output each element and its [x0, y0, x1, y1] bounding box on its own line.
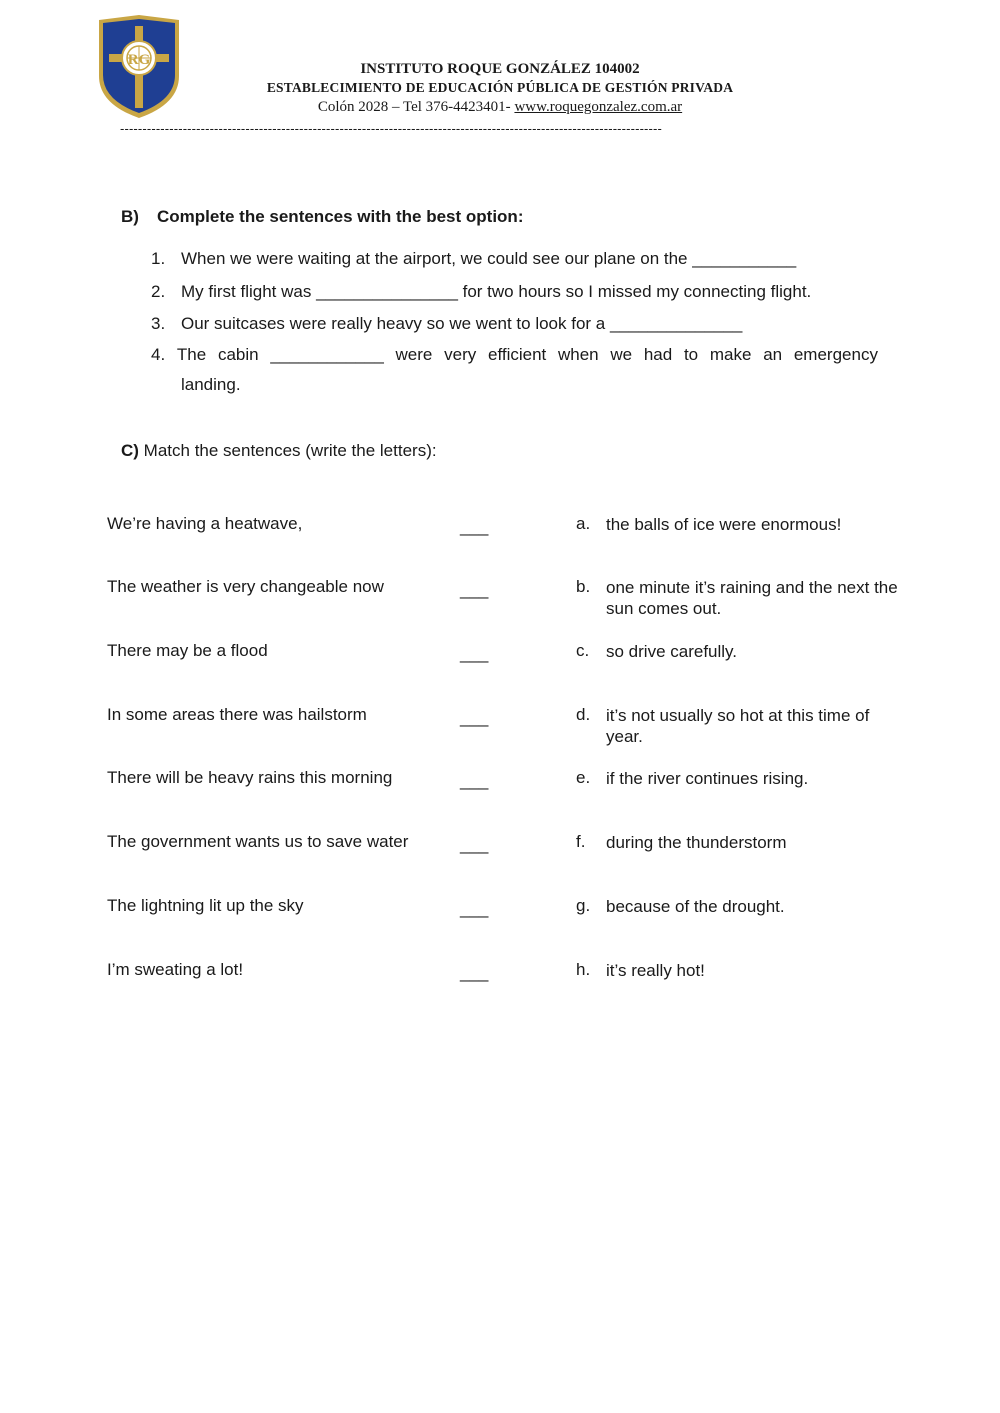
option-letter: b. [576, 577, 591, 596]
match-left-6: The government wants us to save water [107, 832, 409, 851]
option-text: because of the drought. [606, 897, 785, 916]
match-left-7: The lightning lit up the sky [107, 896, 304, 915]
option-text: one minute it’s raining and the next the sun comes out. [606, 578, 898, 618]
option-letter: d. [576, 705, 591, 724]
item-word: to [683, 345, 699, 364]
match-option-c [576, 641, 906, 662]
answer-blank-1[interactable]: ___ [460, 517, 489, 536]
svg-text:RG: RG [127, 52, 151, 68]
answer-blank-5[interactable]: ___ [460, 771, 489, 790]
exercise-item-3 [151, 314, 742, 334]
option-text: so drive carefully. [606, 642, 738, 661]
item-continuation: landing. [181, 375, 241, 394]
exercise-item-2 [151, 282, 811, 302]
answer-blank-3[interactable]: ___ [460, 644, 489, 663]
match-option-d [576, 705, 906, 747]
item-text: Our suitcases were really heavy so we went to look for a ______________ [181, 314, 743, 333]
answer-blank-6[interactable]: ___ [460, 835, 489, 854]
item-number: 2. [151, 282, 166, 301]
match-left-3: There may be a flood [107, 641, 268, 660]
option-letter: a. [576, 514, 591, 533]
item-word: an [763, 345, 783, 364]
match-option-a [576, 514, 906, 535]
exercise-item-4 [151, 345, 878, 395]
match-left-8: I’m sweating a lot! [107, 960, 244, 979]
match-option-b [576, 577, 906, 619]
address-line [200, 99, 800, 116]
section-c-title [121, 441, 437, 461]
item-word: when [558, 345, 599, 364]
item-number: 1. [151, 249, 166, 268]
option-letter: h. [576, 960, 591, 979]
match-left-5: There will be heavy rains this morning [107, 768, 393, 787]
option-text: during the thunderstorm [606, 833, 787, 852]
section-b-letter: B) [121, 207, 139, 226]
section-b-heading: Complete the sentences with the best option: [157, 207, 524, 226]
section-c-letter: C) [121, 441, 139, 460]
header-divider: ------------------------------------------------------------------------------------------------------------------------- [120, 121, 662, 136]
item-word: very [444, 345, 477, 364]
website-link[interactable]: www.roquegonzalez.com.ar [514, 99, 683, 115]
address-phone: Colón 2028 – Tel 376-4423401- [317, 99, 515, 115]
institute-name: INSTITUTO ROQUE GONZÁLEZ 104002 [360, 61, 640, 77]
answer-blank-7[interactable]: ___ [460, 899, 489, 918]
match-option-f [576, 832, 906, 853]
match-left-2: The weather is very changeable now [107, 577, 384, 596]
match-left-4: In some areas there was hailstorm [107, 705, 367, 724]
match-option-e [576, 768, 906, 789]
section-b-title [121, 207, 523, 227]
match-option-h [576, 960, 906, 981]
option-text: it’s not usually so hot at this time of year. [606, 706, 870, 746]
section-c-heading: Match the sentences (write the letters): [138, 441, 437, 460]
exercise-item-1 [151, 249, 796, 269]
item-word: emergency [793, 345, 878, 364]
school-shield-crest-icon [97, 14, 181, 120]
item-word: had [643, 345, 673, 364]
item-word: efficient [487, 345, 547, 364]
item-word: make [709, 345, 752, 364]
item-word: were [395, 345, 433, 364]
answer-blank-4[interactable]: ___ [460, 708, 489, 727]
match-option-g [576, 896, 906, 917]
option-letter: f. [576, 832, 586, 851]
answer-blank-8[interactable]: ___ [460, 963, 489, 982]
item-text: My first flight was _______________ for two hours so I missed my connecting flight. [181, 282, 812, 301]
item-text: When we were waiting at the airport, we could see our plane on the ___________ [181, 249, 797, 268]
item-number: 3. [151, 314, 166, 333]
item-number: 4. [151, 345, 166, 364]
option-letter: e. [576, 768, 591, 787]
item-word: ____________ [270, 345, 384, 364]
item-word: we [610, 345, 633, 364]
option-text: the balls of ice were enormous! [606, 515, 842, 534]
match-left-1: We’re having a heatwave, [107, 514, 303, 533]
item-word: cabin [217, 345, 259, 364]
option-letter: c. [576, 641, 590, 660]
establishment-type: ESTABLECIMIENTO DE EDUCACIÓN PÚBLICA DE GESTIÓN PRIVADA [266, 80, 734, 95]
option-letter: g. [576, 896, 591, 915]
answer-blank-2[interactable]: ___ [460, 580, 489, 599]
item-word: The [176, 345, 207, 364]
option-text: it’s really hot! [606, 961, 705, 980]
option-text: if the river continues rising. [606, 769, 809, 788]
